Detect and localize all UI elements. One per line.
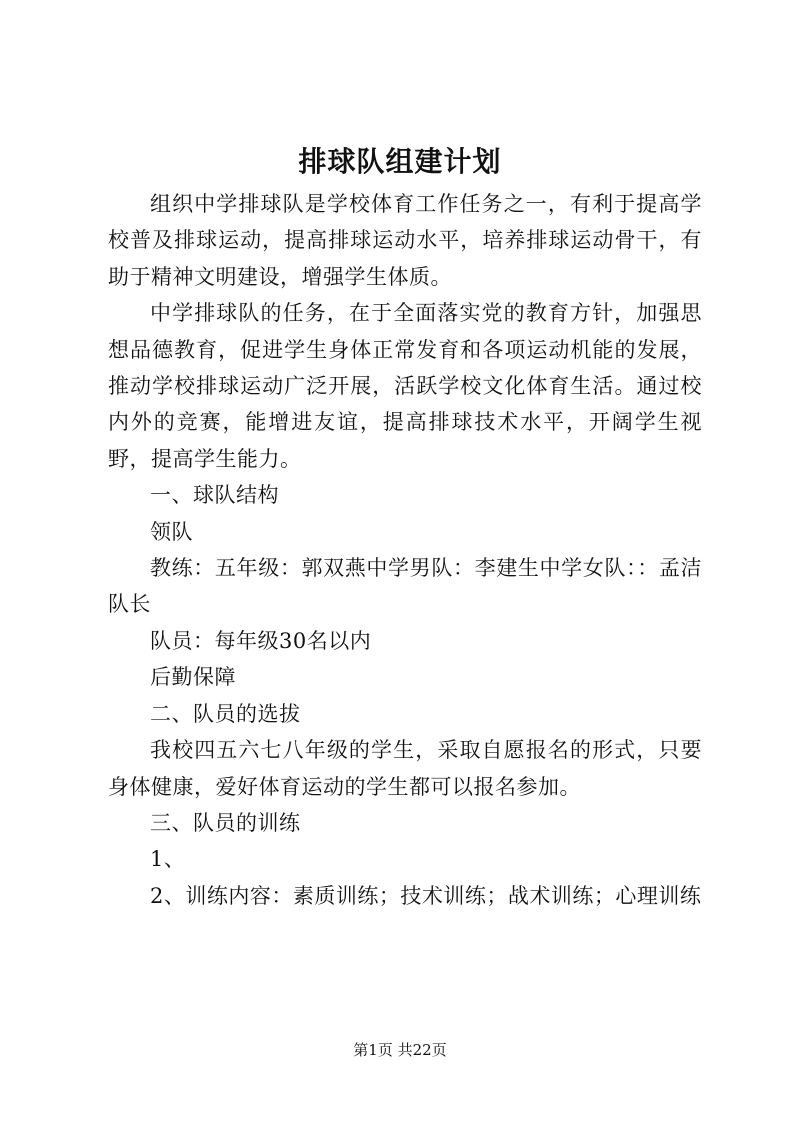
paragraph-members: 队员：每年级30名以内 [150, 628, 372, 653]
document-body [108, 186, 702, 914]
paragraph-coaches: 教练：五年级：郭双燕中学男队：李建生中学女队：：孟洁队长 [108, 556, 702, 617]
list-item-1: 1、 [150, 847, 186, 872]
page-title: 排球队组建计划 [298, 145, 502, 178]
paragraph-leader: 领队 [150, 519, 193, 544]
paragraph-logistics: 后勤保障 [150, 665, 236, 690]
section-heading-selection: 二、队员的选拔 [150, 701, 301, 726]
section-heading-structure: 一、球队结构 [150, 483, 279, 508]
paragraph-selection: 我校四五六七八年级的学生，采取自愿报名的形式，只要身体健康，爱好体育运动的学生都可以报名参加。 [108, 738, 702, 799]
paragraph-intro: 组织中学排球队是学校体育工作任务之一，有利于提高学校普及排球运动，提高排球运动水平，培养排球运动骨干，有助于精神文明建设，增强学生体质。 [108, 192, 702, 289]
paragraph-tasks: 中学排球队的任务，在于全面落实党的教育方针，加强思想品德教育，促进学生身体正常发育和各项运动机能的发展，推动学校排球运动广泛开展，活跃学校文化体育生活。通过校内外的竞赛，能增进友谊，提高排球技术水平，开阔学生视野，提高学生能力。 [108, 301, 702, 471]
section-heading-training: 三、队员的训练 [150, 810, 301, 835]
list-item-2: 2、训练内容：素质训练；技术训练；战术训练；心理训练 [150, 883, 702, 908]
page-footer: 第1页 共22页 [353, 1041, 447, 1059]
